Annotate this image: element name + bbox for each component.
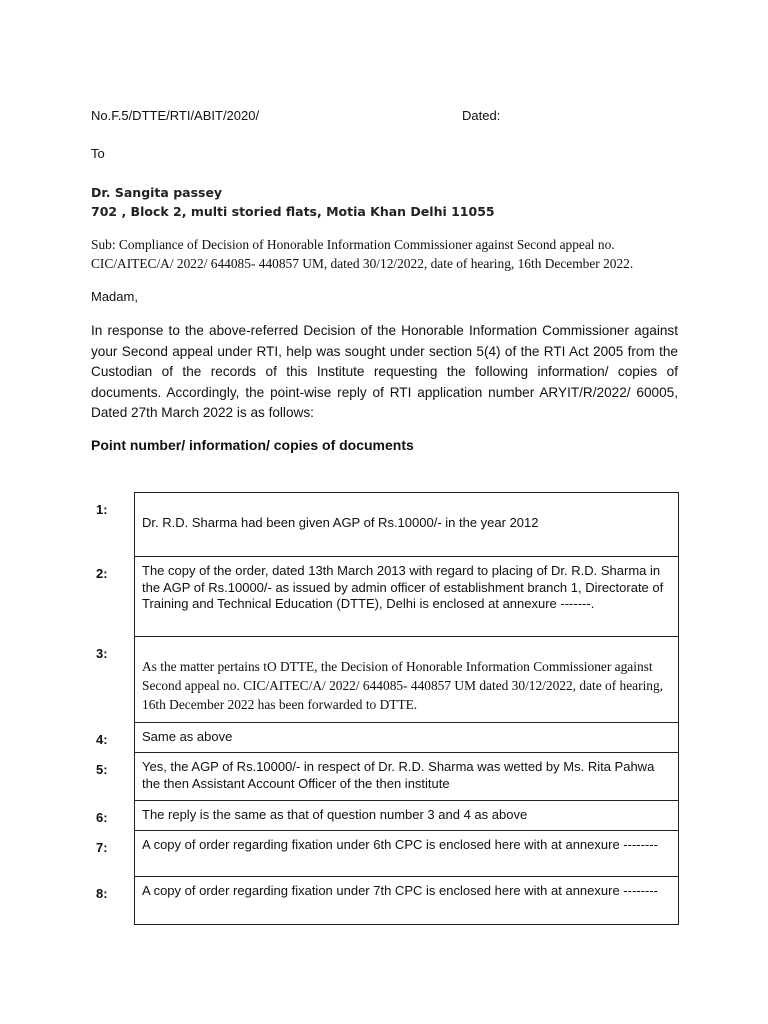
- table-row: [90, 753, 679, 801]
- point-number: 5:: [96, 761, 108, 777]
- table-row: [90, 801, 679, 831]
- point-answer: The copy of the order, dated 13th March 2013 with regard to placing of Dr. R.D. Sharma in the AGP of Rs.10000/- as issued by admin officer of establishment branch 1, Directorate of Training and Technical Education (DTTE), Delhi is enclosed at annexure -------.: [135, 557, 679, 637]
- point-answer: Same as above: [135, 723, 679, 753]
- section-heading: Point number/ information/ copies of documents: [91, 437, 414, 453]
- point-number: 8:: [96, 885, 108, 901]
- table-row: [90, 831, 679, 877]
- recipient-name: Dr. Sangita passey: [91, 185, 223, 200]
- body-paragraph: In response to the above-referred Decision of the Honorable Information Commissioner against your Second appeal under RTI, help was sought under section 5(4) of the RTI Act 2005 from the Custodian of the records of this Institute requesting the following information/ copies of documents. Accordingly, the point-wise reply of RTI application number ARYIT/R/2022/ 60005, Dated 27th March 2022 is as follows:: [91, 323, 678, 420]
- point-answer: The reply is the same as that of question number 3 and 4 as above: [135, 801, 679, 831]
- point-answer: A copy of order regarding fixation under 6th CPC is enclosed here with at annexure --------: [135, 831, 679, 877]
- recipient-address: 702 , Block 2, multi storied flats, Motia Khan Delhi 11055: [91, 204, 495, 219]
- table-row: [90, 723, 679, 753]
- point-number: 7:: [96, 839, 108, 855]
- reference-number: No.F.5/DTTE/RTI/ABIT/2020/: [91, 108, 260, 123]
- points-table: [90, 492, 679, 925]
- point-number: 2:: [96, 565, 108, 581]
- point-number: 1:: [96, 501, 108, 517]
- point-answer: Dr. R.D. Sharma had been given AGP of Rs.10000/- in the year 2012: [135, 493, 679, 557]
- salutation: Madam,: [91, 289, 138, 304]
- dated-label: Dated:: [462, 108, 501, 123]
- table-row: [90, 493, 679, 557]
- point-answer: As the matter pertains tO DTTE, the Decision of Honorable Information Commissioner against Second appeal no. CIC/AITEC/A/ 2022/ 644085- 440857 UM dated 30/12/2022, date of hearing, 16th December 2022 has been forwarded to DTTE.: [135, 637, 679, 723]
- table-row: [90, 557, 679, 637]
- point-answer: A copy of order regarding fixation under 7th CPC is enclosed here with at annexure --------: [135, 877, 679, 925]
- point-number: 6:: [96, 809, 108, 825]
- subject-line: Sub: Compliance of Decision of Honorable Information Commissioner against Second appeal no. CIC/AITEC/A/ 2022/ 644085- 440857 UM, dated 30/12/2022, date of hearing, 16th December 2022.: [91, 237, 634, 271]
- to-label: To: [91, 146, 105, 161]
- table-row: [90, 877, 679, 925]
- table-row: [90, 637, 679, 723]
- recipient-block: [91, 183, 495, 221]
- point-answer: Yes, the AGP of Rs.10000/- in respect of Dr. R.D. Sharma was wetted by Ms. Rita Pahwa the then Assistant Account Officer of the then institute: [135, 753, 679, 801]
- point-number: 4:: [96, 731, 108, 747]
- point-number: 3:: [96, 645, 108, 661]
